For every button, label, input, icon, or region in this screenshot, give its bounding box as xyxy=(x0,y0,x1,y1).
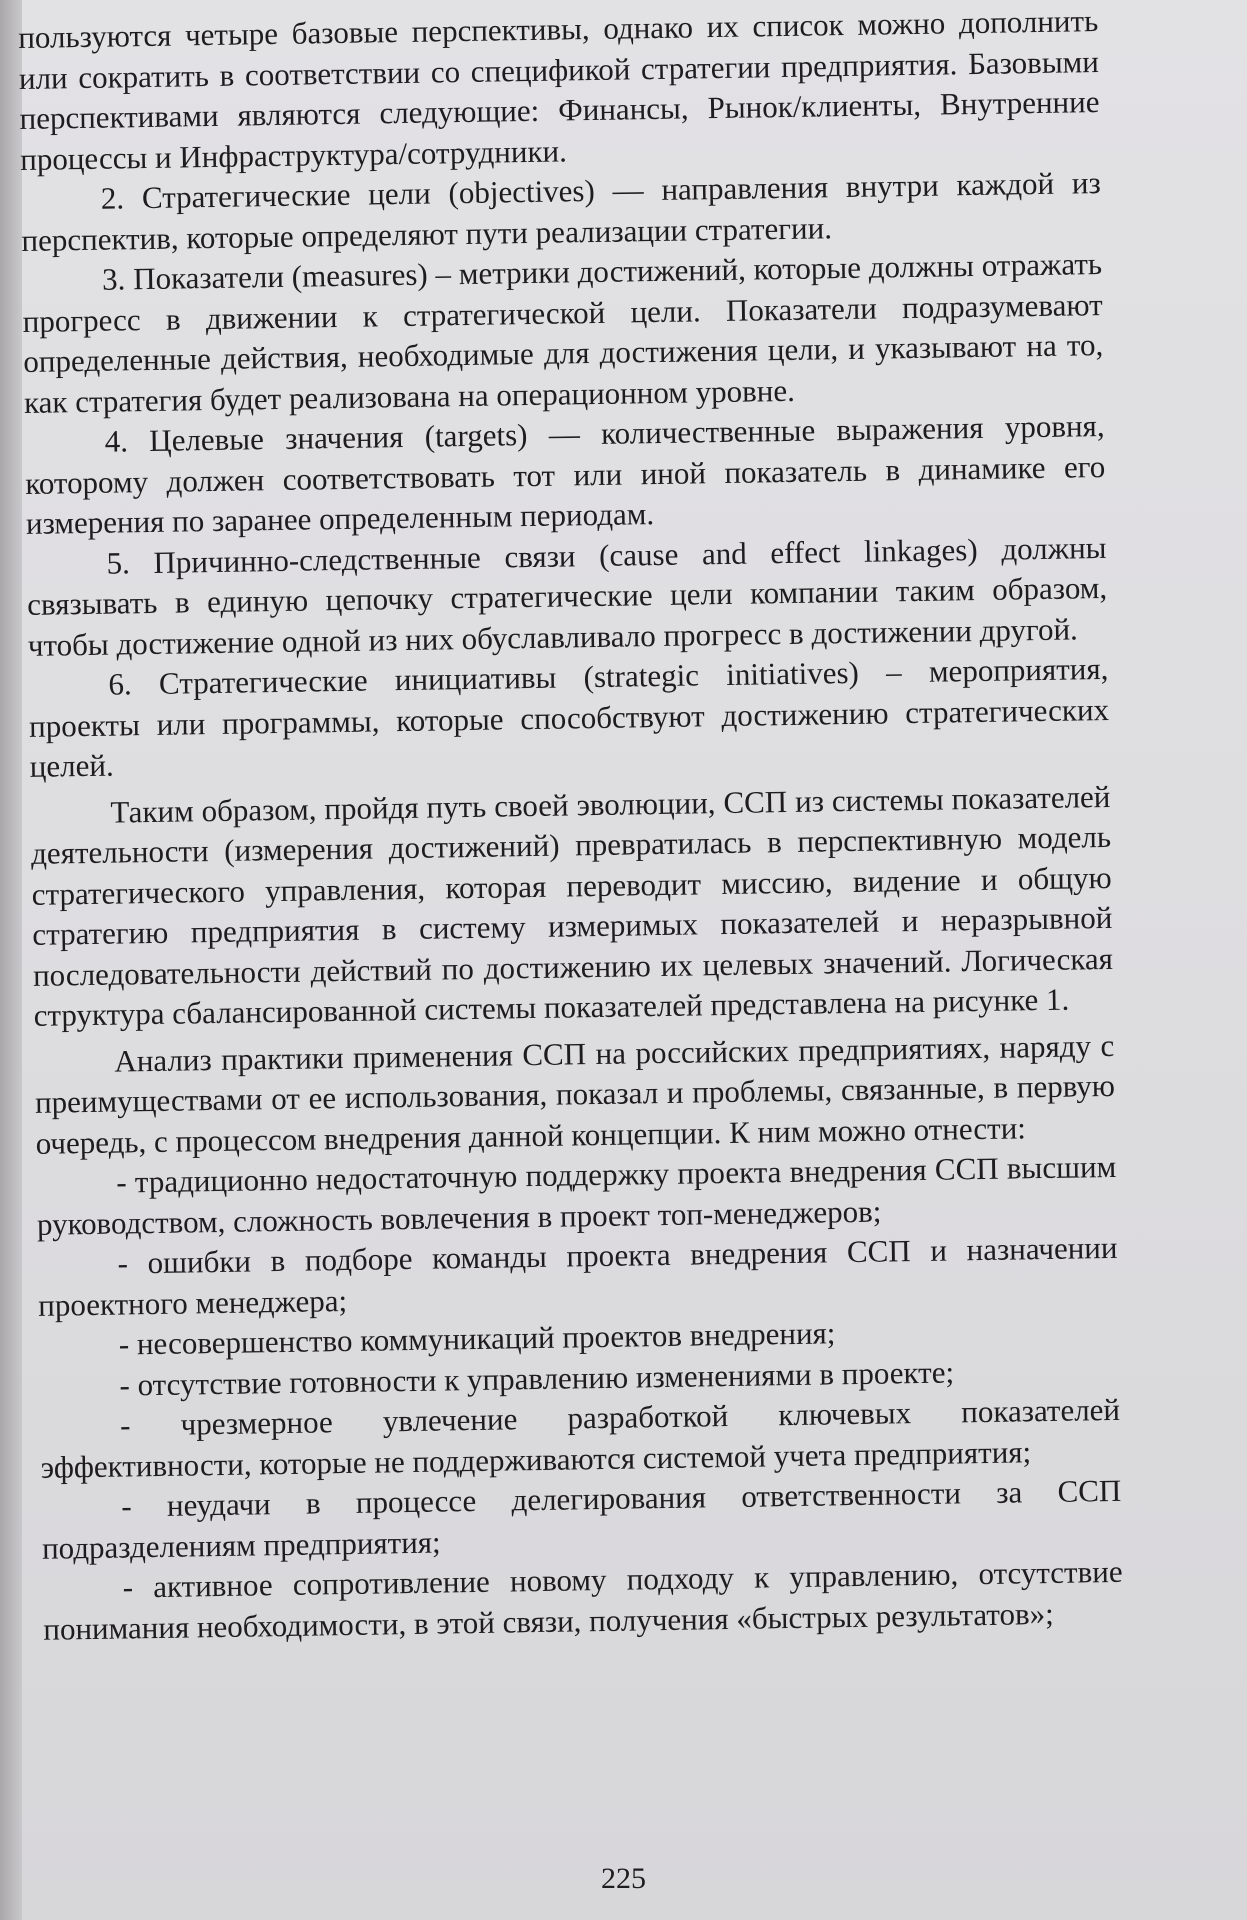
paragraph-measures: 3. Показатели (measures) – метрики достижений, которые должны отражать прогресс в движении к стратегической цели. Показатели подразумевают определенные действия, необходимые для достижения цели, и указывают на то, как стратегия будет реализована на операционном уровне. xyxy=(22,246,1104,420)
body-text xyxy=(18,1,1124,1650)
paragraph-initiatives: 6. Стратегические инициативы (strategic initiatives) – мероприятия, проекты или программы, которые способствуют достижению стратегических целей. xyxy=(28,650,1110,784)
list-item: - чрезмерное увлечение разработкой ключевых показателей эффективности, которые не поддерживаются системой учета предприятия; xyxy=(40,1391,1121,1485)
list-item: - традиционно недостаточную поддержку проекта внедрения ССП высшим руководством, сложность вовлечения в проект топ-менеджеров; xyxy=(36,1148,1117,1242)
paragraph-cause-effect: 5. Причинно-следственные связи (cause and effect linkages) должны связывать в единую цепочку стратегические цели компании таким образом, чтобы достижение одной из них обуславливало прогресс в достижении другой. xyxy=(26,529,1108,663)
list-item: - ошибки в подборе команды проекта внедрения ССП и назначении проектного менеджера; xyxy=(37,1229,1118,1323)
list-item: - активное сопротивление новому подходу к управлению, отсутствие понимания необходимости, в этой связи, получения «быстрых результатов»; xyxy=(43,1553,1123,1647)
paragraph-evolution: Таким образом, пройдя путь своей эволюции, ССП из системы показателей деятельности (измерения достижений) превратилась в перспективную модель стратегического управления, которая переводит миссию, видение и общую стратегию предприятия в систему измеримых показателей и неразрывной последовательности действий по достижению их целевых значений. Логическая структура сбалансированной системы показателей представлена на рисунке 1. xyxy=(30,778,1114,1033)
list-item: - несовершенство коммуникаций проектов внедрения; xyxy=(118,1315,836,1362)
paragraph-analysis: Анализ практики применения ССП на российских предприятиях, наряду с преимуществами от ее использования, показал и проблемы, связанные, в первую очередь, с процессом внедрения данной концепции. К ним можно отнести: xyxy=(34,1027,1116,1161)
page-gutter-shadow xyxy=(0,0,22,1920)
list-item: - отсутствие готовности к управлению изменениями в проекте; xyxy=(119,1353,955,1403)
page-number: 225 xyxy=(601,1862,646,1895)
paragraph-perspectives: пользуются четыре базовые перспективы, однако их список можно дополнить или сократить в соответствии со спецификой стратегии предприятия. Базовыми перспективами являются следующие: Финансы, Рынок/клиенты, Внутренние процессы и Инфраструктура/сотрудники. xyxy=(18,3,1100,177)
paragraph-objectives: 2. Стратегические цели (objectives) — направления внутри каждой из перспектив, которые определяют пути реализации стратегии. xyxy=(21,165,1101,258)
list-item: - неудачи в процессе делегирования ответственности за ССП подразделениям предприятия; xyxy=(41,1472,1122,1566)
paragraph-targets: 4. Целевые значения (targets) — количественные выражения уровня, которому должен соответствовать тот или иной показатель в динамике его измерения по заранее определенным периодам. xyxy=(25,407,1106,541)
